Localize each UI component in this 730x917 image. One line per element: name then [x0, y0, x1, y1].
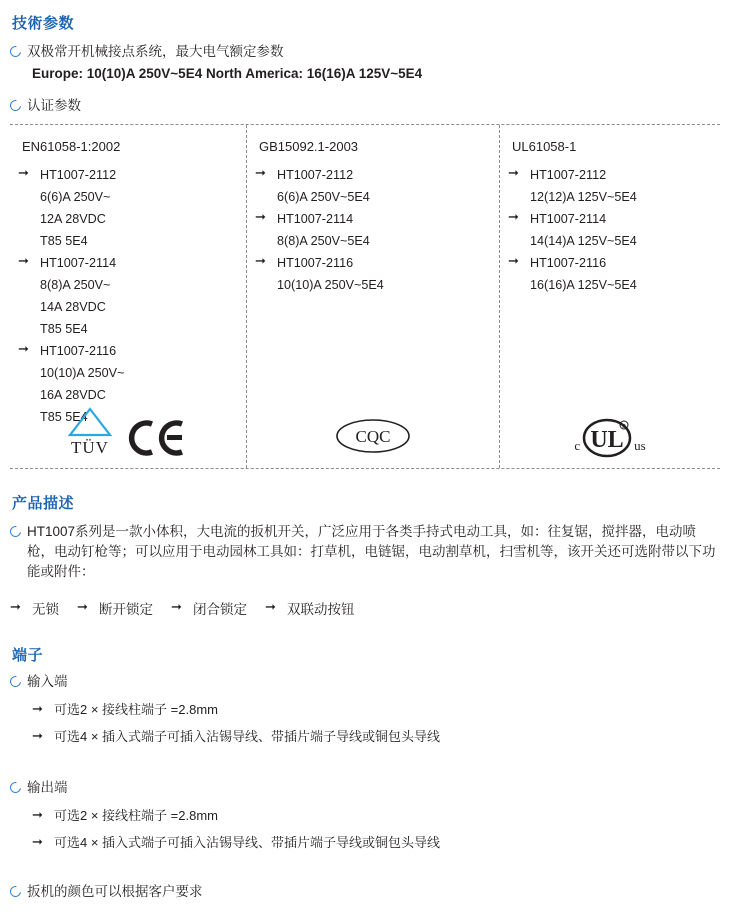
- arrow-right-icon: ➞: [265, 599, 276, 614]
- terminals-input-item: [10, 727, 720, 746]
- cert-model-name: HT1007-2112: [530, 168, 607, 182]
- cert-column-gb15092: [246, 125, 500, 468]
- arrow-right-icon: ➞: [18, 341, 29, 356]
- cert-spec-line: 16A 28VDC: [40, 388, 106, 402]
- arrow-right-icon: ➞: [10, 599, 21, 614]
- circle-bullet-icon: [8, 674, 23, 689]
- circle-bullet-icon: [8, 44, 23, 59]
- cert-model-name: HT1007-2114: [530, 212, 607, 226]
- cert-model-name: HT1007-2116: [530, 256, 607, 270]
- ul-logo-us-text: us: [634, 438, 646, 453]
- product-description-title: 产品描述: [12, 495, 75, 512]
- cert-model-row: [18, 252, 238, 274]
- option-label: 闭合锁定: [193, 602, 247, 617]
- circle-bullet-icon: [8, 780, 23, 795]
- terminals-output-header: [10, 778, 720, 798]
- circle-bullet-icon: [8, 884, 23, 899]
- cert-spec-line: 6(6)A 250V~5E4: [277, 190, 370, 204]
- cert-spec-line: 12A 28VDC: [40, 212, 106, 226]
- product-description-text: HT1007系列是一款小体积，大电流的扳机开关，广泛应用于各类手持式电动工具，如：往复锯，搅拌器，电动喷枪，电动钉枪等；可以应用于电动园林工具如：打草机，电链锯，电动割草机，扫雪机等，该开关还可选附带以下功能或附件：: [27, 524, 716, 579]
- cert-spec-line: 8(8)A 250V~5E4: [277, 234, 370, 248]
- cert-column-ul61058: [500, 125, 720, 468]
- cert-model-name: HT1007-2116: [277, 256, 354, 270]
- arrow-right-icon: ➞: [255, 165, 266, 180]
- option-item: [171, 598, 247, 618]
- terminals-input-group: [10, 672, 720, 746]
- cert-spec-line: 14A 28VDC: [40, 300, 106, 314]
- ce-logo: [126, 418, 188, 458]
- arrow-right-icon: ➞: [508, 209, 519, 224]
- cert-column-heading: UL61058-1: [512, 139, 577, 154]
- arrow-right-icon: ➞: [508, 165, 519, 180]
- arrow-right-icon: ➞: [32, 728, 43, 743]
- cqc-mark-icon: [334, 414, 412, 458]
- option-label: 断开锁定: [99, 602, 153, 617]
- tuv-triangle-icon: [68, 407, 112, 437]
- cert-spec-line: 16(16)A 125V~5E4: [530, 278, 637, 292]
- terminals-input-label: 输入端: [27, 674, 68, 689]
- terminals-output-item-text: 可选4 × 插入式端子可插入沾锡导线、带插片端子导线或铜包头导线: [54, 835, 441, 850]
- terminals-output-label: 输出端: [27, 780, 68, 795]
- cert-spec-line: 14(14)A 125V~5E4: [530, 234, 637, 248]
- cert-spec-line: T85 5E4: [40, 322, 88, 336]
- tuv-logo-text: TÜV: [71, 438, 109, 457]
- ul-logo: [574, 418, 645, 458]
- terminals-output-item: [10, 806, 720, 825]
- ul-mark-icon: [582, 418, 632, 458]
- option-item: [10, 598, 59, 618]
- cert-logos-col3: [500, 388, 720, 458]
- option-item: [265, 598, 355, 618]
- arrow-right-icon: ➞: [171, 599, 182, 614]
- svg-text:R: R: [622, 424, 627, 430]
- cert-model-name: HT1007-2114: [277, 212, 354, 226]
- arrow-right-icon: ➞: [255, 209, 266, 224]
- cert-logos-col1: [10, 388, 246, 458]
- cert-model-row: [18, 164, 238, 186]
- terminals-input-item: [10, 700, 720, 719]
- terminals-output-item-text: 可选2 × 接线柱端子 =2.8mm: [54, 808, 218, 823]
- cert-model-row: [255, 164, 491, 186]
- cert-spec-line: T85 5E4: [40, 234, 88, 248]
- cert-model-row: [508, 208, 712, 230]
- terminals-color-note-text: 扳机的颜色可以根据客户要求: [27, 884, 203, 899]
- terminals-color-note: [10, 882, 720, 902]
- arrow-right-icon: ➞: [18, 253, 29, 268]
- terminals-output-group: [10, 778, 720, 852]
- tech-bullet-contact-system: [10, 42, 710, 62]
- cert-model-name: HT1007-2112: [40, 168, 117, 182]
- terminals-input-item-text: 可选2 × 接线柱端子 =2.8mm: [54, 702, 218, 717]
- cert-spec-line: 10(10)A 250V~: [40, 366, 125, 380]
- ul-logo-c-text: c: [574, 438, 581, 453]
- arrow-right-icon: ➞: [255, 253, 266, 268]
- certification-parameters-label: 认证参数: [27, 98, 81, 113]
- tech-bullet-text: 双极常开机械接点系统，最大电气额定参数: [27, 44, 284, 59]
- arrow-right-icon: ➞: [32, 834, 43, 849]
- certification-table: [10, 124, 720, 469]
- product-description-body: [10, 522, 720, 582]
- product-options-row: [10, 598, 720, 618]
- cert-model-row: [18, 340, 238, 362]
- cert-model-row: [255, 252, 491, 274]
- certification-parameters-bullet: [10, 96, 81, 116]
- circle-bullet-icon: [8, 524, 23, 539]
- tech-ratings-line: Europe: 10(10)A 250V~5E4 North America: 16(16)A 125V~5E4: [32, 66, 423, 81]
- arrow-right-icon: ➞: [32, 807, 43, 822]
- svg-text:CQC: CQC: [355, 427, 391, 446]
- cert-model-name: HT1007-2114: [40, 256, 117, 270]
- cert-model-row: [508, 252, 712, 274]
- cert-column-heading: EN61058-1:2002: [22, 139, 121, 154]
- arrow-right-icon: ➞: [77, 599, 88, 614]
- svg-text:UL: UL: [590, 427, 624, 453]
- option-item: [77, 598, 153, 618]
- cert-logos-col2: [247, 388, 499, 458]
- terminals-input-item-text: 可选4 × 插入式端子可插入沾锡导线、带插片端子导线或铜包头导线: [54, 729, 441, 744]
- cert-spec-line: 12(12)A 125V~5E4: [530, 190, 637, 204]
- terminals-title: 端子: [12, 647, 44, 664]
- cert-model-name: HT1007-2116: [40, 344, 117, 358]
- cert-column-en61058: [10, 125, 246, 468]
- cert-spec-line: 8(8)A 250V~: [40, 278, 111, 292]
- tuv-logo: [68, 407, 112, 458]
- option-label: 无锁: [32, 602, 59, 617]
- cert-model-row: [255, 208, 491, 230]
- terminals-input-header: [10, 672, 720, 692]
- arrow-right-icon: ➞: [18, 165, 29, 180]
- ce-mark-icon: [126, 418, 188, 458]
- circle-bullet-icon: [8, 98, 23, 113]
- cert-column-heading: GB15092.1-2003: [259, 139, 359, 154]
- arrow-right-icon: ➞: [32, 701, 43, 716]
- cqc-logo: [334, 414, 412, 458]
- arrow-right-icon: ➞: [508, 253, 519, 268]
- cert-spec-line: T85 5E4: [40, 410, 88, 424]
- option-label: 双联动按钮: [287, 602, 355, 617]
- cert-spec-line: 10(10)A 250V~5E4: [277, 278, 384, 292]
- cert-model-name: HT1007-2112: [277, 168, 354, 182]
- terminals-output-item: [10, 833, 720, 852]
- cert-spec-line: 6(6)A 250V~: [40, 190, 111, 204]
- cert-model-row: [508, 164, 712, 186]
- technical-parameters-title: 技術参数: [12, 15, 75, 32]
